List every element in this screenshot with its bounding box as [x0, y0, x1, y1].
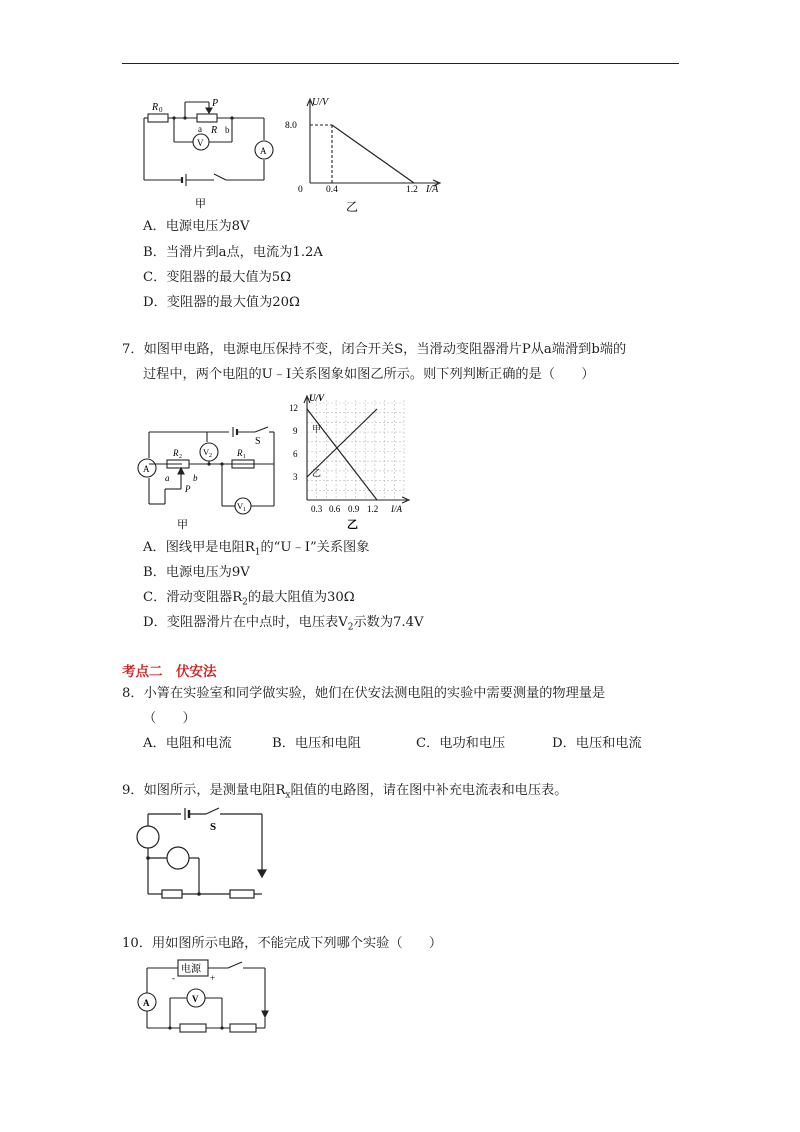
q6-circuit-diagram — [140, 98, 275, 213]
ammeter-label: A — [143, 998, 150, 1008]
junction-dot — [220, 1026, 223, 1029]
q9-stem-text-tail: 阻值的电路图，请在图中补充电流表和电压表。 — [290, 783, 568, 798]
label-r0: R — [152, 102, 159, 113]
q7-option-b[interactable] — [143, 564, 250, 582]
ammeter-label: A — [260, 146, 267, 156]
q7-circuit-diagram — [137, 418, 282, 533]
q7-option-a[interactable] — [143, 539, 369, 562]
junction-dot — [172, 116, 175, 119]
q7-stem-line2: 过程中，两个电阻的U﹣I关系图象如图乙所示。则下列判断正确的是（ ） — [143, 367, 595, 382]
q7-option-c-text-tail: 的最大阻值为30Ω — [247, 590, 355, 605]
q9-stem-sub: x — [285, 790, 291, 801]
source-minus-label: - — [172, 973, 175, 983]
q7-option-d-text-tail: 示数为7.4V — [353, 615, 424, 630]
q6-ui-graph — [285, 93, 450, 218]
q8-option-a[interactable]: A．电阻和电流 — [143, 736, 232, 751]
junction-dot — [183, 116, 186, 119]
voltmeter-label: V — [197, 138, 204, 148]
power-source-label: 电源 — [181, 964, 201, 975]
graph-x-tick: 1.2 — [367, 504, 379, 514]
voltmeter-v1-sub: 1 — [243, 507, 246, 513]
graph-x-tick: 0.3 — [311, 504, 323, 514]
label-b: b — [193, 473, 198, 483]
q7-option-a-text-tail: 的“U﹣I”关系图象 — [260, 540, 370, 555]
q7-circuit-caption: 甲 — [177, 519, 188, 531]
q9-stem-text: 9．如图所示，是测量电阻R — [122, 783, 286, 798]
graph-x-axis-label: I/A — [426, 184, 439, 195]
q6-option-c[interactable]: C．变阻器的最大值为5Ω — [143, 270, 292, 285]
junction-dot — [146, 856, 150, 860]
label-r2: R — [173, 448, 179, 458]
header-rule — [122, 63, 679, 64]
q7-ui-graph — [285, 392, 420, 532]
junction-dot — [230, 116, 233, 119]
graph-y-axis-label: U/V — [309, 393, 325, 403]
section-title: 考点二 伏安法 — [122, 664, 217, 680]
q7-option-b-text: B．电源电压为9V — [143, 565, 250, 580]
q9-circuit-diagram — [134, 806, 274, 904]
graph-y-tick: 8.0 — [285, 121, 297, 131]
q8-option-d[interactable]: D．电压和电流 — [552, 736, 642, 751]
ammeter-label: A — [143, 464, 150, 474]
voltmeter-v2-sub: 2 — [209, 453, 212, 459]
label-p: P — [185, 484, 191, 494]
graph-y-tick: 9 — [293, 426, 298, 436]
switch-label: S — [210, 821, 217, 833]
q7-stem-line1: 7．如图甲电路，电源电压保持不变，闭合开关S，当滑动变阻器滑片P从a端滑到b端的 — [122, 342, 627, 357]
q7-option-d-text: D．变阻器滑片在中点时，电压表V — [143, 615, 348, 630]
graph-origin: 0 — [298, 185, 303, 195]
q8-option-b[interactable]: B．电压和电阻 — [272, 736, 361, 751]
q9-stem — [122, 782, 567, 805]
label-r1: R — [237, 448, 243, 458]
q7-graph-caption: 乙 — [347, 519, 358, 531]
q8-option-c[interactable]: C．电功和电压 — [416, 736, 506, 751]
graph-y-tick: 3 — [293, 472, 298, 482]
graph-y-tick: 6 — [293, 449, 298, 459]
graph-y-axis-label: U/V — [312, 97, 329, 108]
voltmeter-v2-label: V — [203, 447, 210, 457]
graph-x-tick: 0.9 — [348, 504, 360, 514]
q6-option-d[interactable]: D．变阻器的最大值为20Ω — [143, 295, 300, 310]
label-r0-sub: 0 — [159, 106, 163, 114]
q7-option-d[interactable] — [143, 614, 424, 637]
graph-x-tick: 0.4 — [326, 185, 338, 195]
voltmeter-v1-label: V — [237, 501, 244, 511]
junction-dot — [168, 1026, 171, 1029]
label-p: P — [212, 98, 219, 109]
line-yi — [307, 409, 377, 477]
label-a: a — [198, 124, 202, 134]
source-plus-label: + — [210, 973, 216, 983]
graph-x-tick: 1.2 — [406, 185, 418, 195]
line-jia-label: 甲 — [312, 424, 322, 434]
q10-stem: 10．用如图所示电路，不能完成下列哪个实验（ ） — [122, 936, 443, 951]
q6-circuit-caption: 甲 — [195, 198, 206, 210]
junction-dot — [197, 892, 201, 896]
q8-stem-line1: 8．小箐在实验室和同学做实验，她们在伏安法测电阻的实验中需要测量的物理量是 — [122, 686, 606, 701]
label-r2-sub: 2 — [179, 454, 182, 460]
q7-option-a-text: A．图线甲是电阻R — [143, 540, 255, 555]
q7-option-a-sub: 1 — [254, 547, 261, 558]
q7-option-c[interactable] — [143, 589, 355, 612]
label-r: R — [211, 125, 218, 136]
graph-y-tick: 12 — [289, 403, 298, 413]
q7-option-c-text: C．滑动变阻器R — [143, 590, 243, 605]
switch-label: S — [255, 436, 261, 447]
junction-dot — [207, 462, 210, 465]
label-a: a — [165, 473, 170, 483]
q7-option-d-sub: 2 — [347, 622, 354, 633]
graph-x-tick: 0.6 — [329, 504, 341, 514]
q6-option-a[interactable]: A．电源电压为8V — [143, 219, 250, 234]
q10-circuit-diagram — [132, 958, 272, 1040]
q8-stem-line2: （ ） — [143, 711, 196, 726]
q7-option-c-sub: 2 — [242, 597, 248, 608]
q6-graph-caption: 乙 — [346, 200, 359, 214]
line-jia — [307, 409, 377, 500]
q6-option-b[interactable]: B．当滑片到a点，电流为1.2A — [143, 245, 323, 260]
graph-x-axis-label: I/A — [391, 504, 402, 514]
voltmeter-label: V — [192, 994, 199, 1004]
label-b: b — [225, 125, 230, 135]
line-yi-label: 乙 — [312, 468, 322, 478]
label-r1-sub: 1 — [243, 454, 246, 460]
junction-dot — [220, 462, 223, 465]
